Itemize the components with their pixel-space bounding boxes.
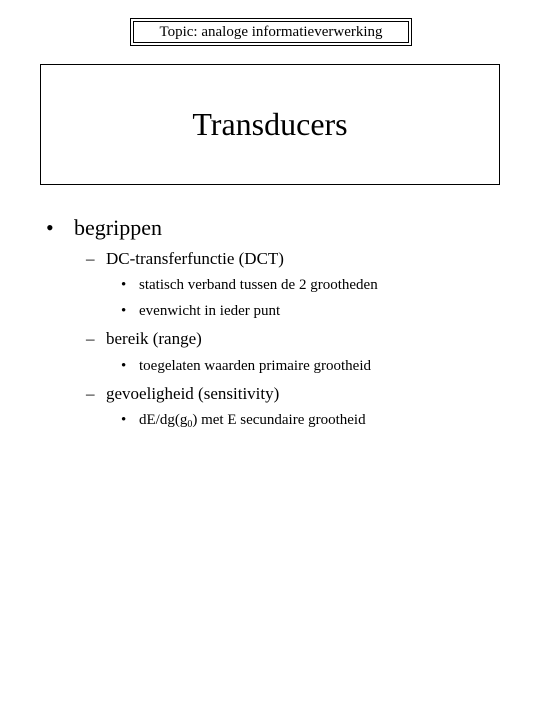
bullet-begrippen: begrippen [74,215,162,240]
subbullet-range: bereik (range) [106,329,202,348]
item-allowed-values: toegelaten waarden primaire grootheid [139,358,371,374]
dash-marker: – [86,329,95,348]
dot-marker: • [121,303,127,319]
item-equilibrium: evenwicht in ieder punt [139,303,281,319]
dot-marker: • [121,412,127,428]
formula-subscript: 0 [187,419,193,430]
formula-suffix: ) met E secundaire grootheid [192,412,366,428]
subbullet-dct: DC-transferfunctie (DCT) [106,249,284,268]
item-sensitivity-formula [139,412,366,430]
topic-label: Topic: analoge informatieverwerking [159,23,383,40]
dash-marker: – [86,384,95,403]
slide-title: Transducers [192,106,348,142]
dot-marker: • [121,277,127,293]
bullet-marker: • [46,215,54,240]
dot-marker: • [121,358,127,374]
dash-marker: – [86,249,95,268]
subbullet-sensitivity: gevoeligheid (sensitivity) [106,384,280,403]
item-static-relation: statisch verband tussen de 2 grootheden [139,277,378,293]
formula-prefix: dE/dg(g [139,412,188,428]
